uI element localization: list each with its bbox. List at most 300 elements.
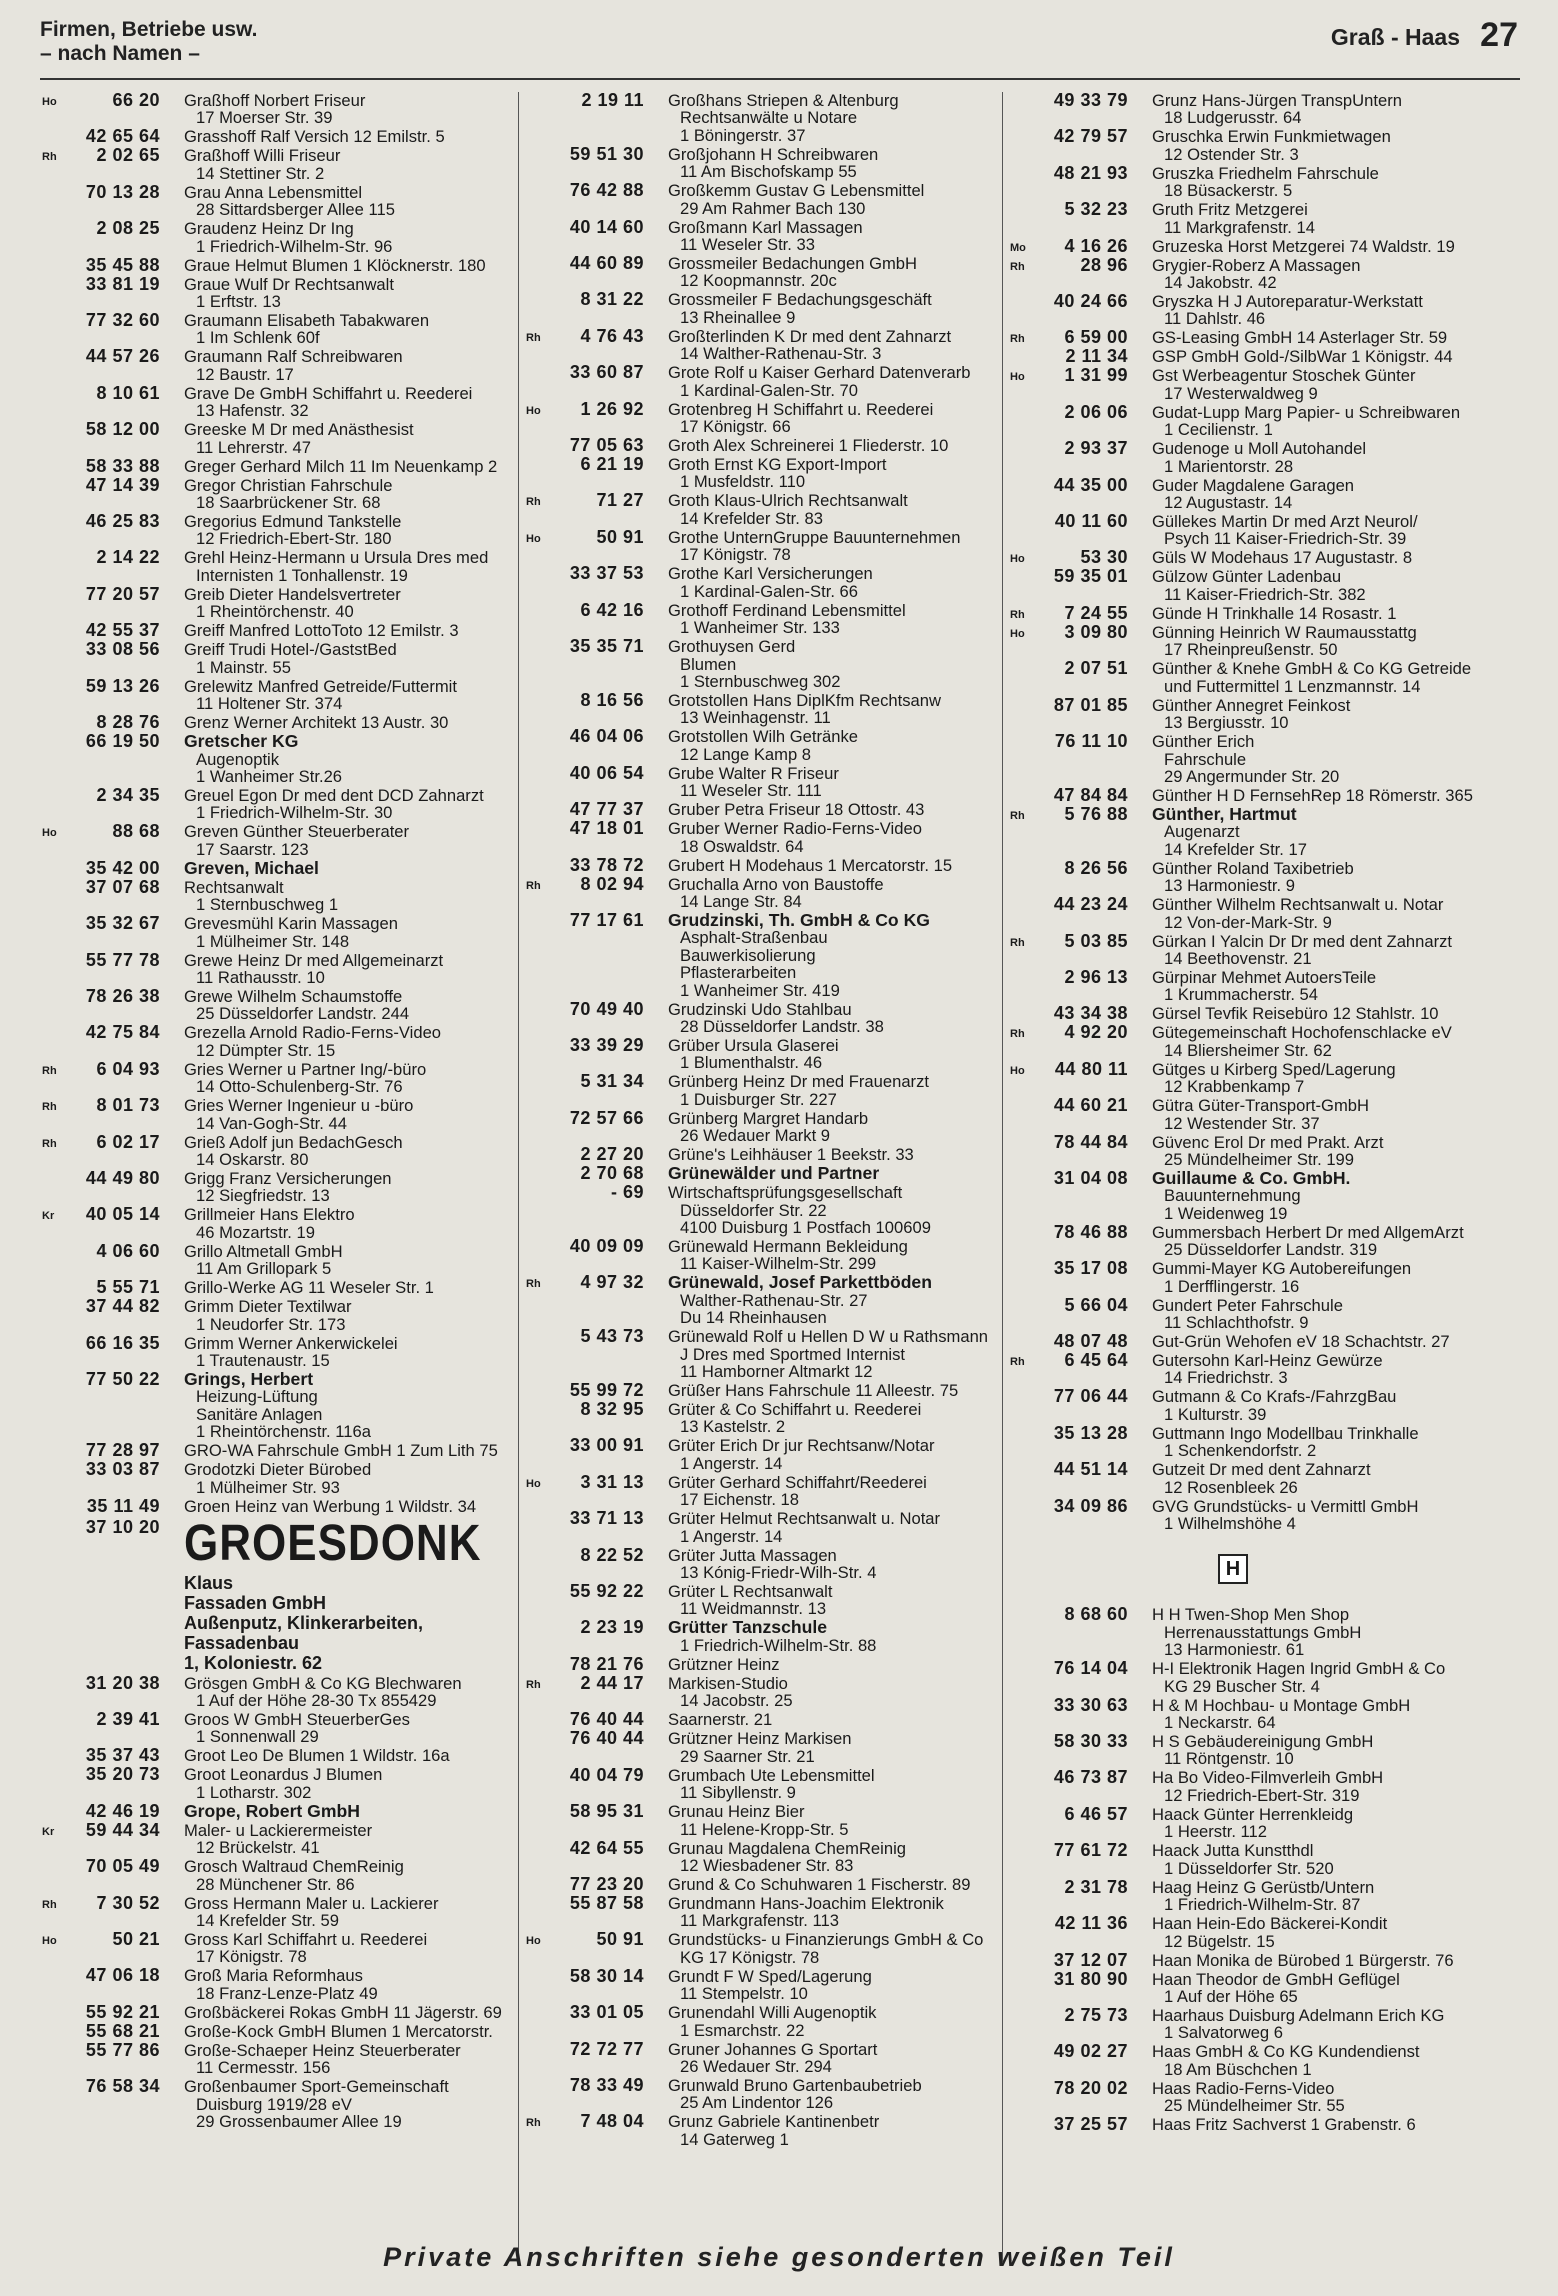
listing-address: 12 Dümpter Str. 15 bbox=[196, 1040, 336, 1060]
listing-entry bbox=[1010, 660, 1473, 695]
listing-entry bbox=[42, 1515, 505, 1674]
listing-address: 17 Moerser Str. 39 bbox=[196, 108, 333, 128]
phone-number: 76 40 44 bbox=[569, 1728, 644, 1749]
listing-address: 1 Friedrich-Wilhelm-Str. 88 bbox=[680, 1635, 877, 1655]
listing-entry bbox=[42, 857, 505, 878]
listing-name: Grützner Heinz bbox=[668, 1654, 780, 1674]
listing-address: Sanitäre Anlagen bbox=[196, 1404, 323, 1424]
listing-entry bbox=[1010, 930, 1473, 968]
listing-entry bbox=[526, 1965, 989, 2004]
listing-name: Gries Werner u Partner Ing/-büro bbox=[184, 1059, 427, 1079]
listing-entry bbox=[1010, 128, 1473, 163]
listing-entry bbox=[42, 733, 505, 785]
listing-address: 14 Krefelder Str. 17 bbox=[1164, 839, 1307, 859]
phone-number: 55 92 22 bbox=[569, 1581, 644, 1602]
page-number: 27 bbox=[1480, 16, 1518, 54]
phone-number: 35 45 88 bbox=[85, 254, 160, 275]
listing-address: 18 Franz-Lenze-Platz 49 bbox=[196, 1983, 378, 2003]
listing-name: Gütegemeinschaft Hochofenschlacke eV bbox=[1152, 1023, 1452, 1043]
listing-address: 13 Harmoniestr. 9 bbox=[1164, 876, 1295, 896]
phone-number: 77 06 44 bbox=[1053, 1386, 1128, 1407]
listing-address: 1 Kardinal-Galen-Str. 70 bbox=[680, 380, 859, 400]
phone-number: 70 05 49 bbox=[85, 1856, 160, 1877]
listing-address: 1 Trautenaustr. 15 bbox=[196, 1351, 330, 1370]
listing-entry bbox=[526, 437, 989, 454]
listing-entry bbox=[526, 1146, 989, 1163]
listing-name: GS-Leasing GmbH 14 Asterlager Str. 59 bbox=[1152, 328, 1448, 348]
listing-name: Grimm Werner Ankerwickelei bbox=[184, 1333, 398, 1353]
phone-number: 5 66 04 bbox=[1064, 1294, 1128, 1315]
listing-address: 14 Van-Gogh-Str. 44 bbox=[196, 1113, 347, 1133]
listing-name: Maler- u Lackierermeister bbox=[184, 1820, 373, 1840]
listing-name: Gürpinar Mehmet AutoersTeile bbox=[1152, 967, 1377, 987]
listing-name: Grotstollen Wilh Getränke bbox=[668, 727, 858, 747]
listing-name: Grüter Gerhard Schiffahrt/Reederei bbox=[668, 1472, 927, 1492]
header-line-1: Firmen, Betriebe usw. bbox=[40, 18, 258, 41]
listing-address: und Futtermittel 1 Lenzmannstr. 14 bbox=[1164, 676, 1421, 696]
phone-number: 5 55 71 bbox=[96, 1277, 160, 1298]
listing-name: Greven, Michael bbox=[184, 857, 319, 878]
district-code: Ho bbox=[1010, 553, 1025, 566]
directory-column-1 bbox=[42, 92, 505, 2132]
phone-number: 58 12 00 bbox=[85, 419, 160, 440]
listing-address: 1 Im Schlenk 60f bbox=[196, 328, 320, 348]
listing-name: Groth Alex Schreinerei 1 Fliederstr. 10 bbox=[668, 436, 949, 456]
listing-entry bbox=[1010, 966, 1473, 1005]
listing-entry bbox=[1010, 1352, 1473, 1387]
listing-entry bbox=[526, 801, 989, 818]
listing-entry bbox=[1010, 1461, 1473, 1496]
listing-name: Grubert H Modehaus 1 Mercatorstr. 15 bbox=[668, 855, 953, 875]
listing-entry bbox=[1010, 1769, 1473, 1804]
listing-address: 17 Eichenstr. 18 bbox=[680, 1490, 799, 1510]
listing-entry bbox=[42, 1800, 505, 1821]
listing-address: 11 Holtener Str. 374 bbox=[196, 694, 343, 714]
listing-address: 1 Mainstr. 55 bbox=[196, 657, 292, 677]
listing-name: Grehl Heinz-Hermann u Ursula Dres med bbox=[184, 548, 489, 568]
listing-entry bbox=[1010, 602, 1473, 623]
listing-name: Großmann Karl Massagen bbox=[668, 217, 863, 237]
listing-entry bbox=[42, 254, 505, 275]
phone-number: 42 79 57 bbox=[1053, 126, 1128, 147]
listing-name: Grothe Karl Versicherungen bbox=[668, 564, 873, 584]
listing-address: 1 Auf der Höhe 65 bbox=[1164, 1986, 1298, 2006]
listing-entry bbox=[42, 641, 505, 676]
phone-number: 76 42 88 bbox=[569, 180, 644, 201]
phone-number: 33 01 05 bbox=[569, 2002, 644, 2023]
listing-address: 1 Erftstr. 13 bbox=[196, 292, 281, 312]
listing-entry bbox=[526, 1073, 989, 1108]
phone-number: 49 33 79 bbox=[1053, 90, 1128, 110]
header-rule bbox=[40, 78, 1520, 80]
listing-address: 14 Lange Str. 84 bbox=[680, 891, 802, 911]
listing-entry bbox=[526, 216, 989, 255]
listing-entry bbox=[526, 1401, 989, 1436]
district-code: Ho bbox=[42, 827, 57, 840]
listing-address: Internisten 1 Tonhallenstr. 19 bbox=[196, 565, 408, 585]
listing-entry bbox=[526, 143, 989, 182]
listing-entry bbox=[1010, 293, 1473, 328]
phone-number: 8 10 61 bbox=[96, 382, 160, 403]
listing-address: 12 Ostender Str. 3 bbox=[1164, 144, 1299, 164]
listing-name: Grewe Heinz Dr med Allgemeinarzt bbox=[184, 950, 444, 970]
phone-number: 8 68 60 bbox=[1064, 1604, 1128, 1625]
listing-entry bbox=[1010, 254, 1473, 293]
listing-entry bbox=[42, 714, 505, 731]
listing-entry bbox=[1010, 1694, 1473, 1733]
phone-number: 55 68 21 bbox=[85, 2020, 160, 2041]
footer-note: Private Anschriften siehe gesonderten weißen Teil bbox=[383, 2242, 1175, 2272]
listing-address: Psych 11 Kaiser-Friedrich-Str. 39 bbox=[1164, 529, 1407, 549]
listing-address: 1 Neudorfer Str. 173 bbox=[196, 1314, 346, 1334]
listing-entry bbox=[42, 1495, 505, 1516]
listing-name: Grosch Waltraud ChemReinig bbox=[184, 1857, 404, 1877]
listing-address: 14 Stettiner Str. 2 bbox=[196, 163, 325, 183]
phone-number: 47 84 84 bbox=[1053, 784, 1128, 805]
listing-name: Güllekes Martin Dr med Arzt Neurol/ bbox=[1152, 512, 1418, 532]
listing-name: Haan Monika de Bürobed 1 Bürgerstr. 76 bbox=[1152, 1950, 1454, 1970]
listing-name: Grunz Gabriele Kantinenbetr bbox=[668, 2112, 880, 2132]
listing-entry bbox=[42, 474, 505, 513]
phone-number: 55 77 78 bbox=[85, 949, 160, 970]
phone-number: 66 16 35 bbox=[85, 1332, 160, 1353]
phone-number: 37 44 82 bbox=[85, 1296, 160, 1317]
listing-entry bbox=[526, 1764, 989, 1803]
phone-number: 46 04 06 bbox=[569, 726, 644, 747]
listing-name: Groß Maria Reformhaus bbox=[184, 1966, 363, 1986]
listing-address: KG 17 Königstr. 78 bbox=[680, 1947, 820, 1967]
listing-entry bbox=[42, 181, 505, 220]
phone-number: 2 96 13 bbox=[1064, 966, 1128, 987]
listing-entry bbox=[526, 728, 989, 763]
listing-address: 14 Walther-Rathenau-Str. 3 bbox=[680, 344, 882, 364]
listing-address: 17 Königstr. 78 bbox=[680, 545, 791, 565]
listing-entry bbox=[526, 1328, 989, 1380]
listing-name: Greiff Trudi Hotel-/GaststBed bbox=[184, 640, 397, 660]
listing-entry bbox=[526, 1931, 989, 1966]
listing-name: Greiff Manfred LottoToto 12 Emilstr. 3 bbox=[184, 621, 459, 641]
listing-address: 14 Gaterweg 1 bbox=[680, 2129, 789, 2149]
listing-entry bbox=[42, 1711, 505, 1746]
listing-entry bbox=[526, 182, 989, 217]
district-code: Ho bbox=[526, 532, 541, 545]
listing-entry bbox=[1010, 857, 1473, 896]
district-code: Rh bbox=[1010, 936, 1025, 949]
phone-number: 35 37 43 bbox=[85, 1745, 160, 1766]
listing-entry bbox=[526, 565, 989, 600]
listing-name: Greuel Egon Dr med dent DCD Zahnarzt bbox=[184, 785, 484, 805]
listing-address: 11 Markgrafenstr. 14 bbox=[1164, 217, 1315, 237]
phone-number: 8 02 94 bbox=[580, 873, 644, 894]
phone-number: 44 57 26 bbox=[85, 346, 160, 367]
phone-number: 31 80 90 bbox=[1053, 1968, 1128, 1989]
phone-number: 42 75 84 bbox=[85, 1022, 160, 1043]
district-code: Rh bbox=[526, 879, 541, 892]
listing-name: Guder Magdalene Garagen bbox=[1152, 475, 1355, 495]
listing-address: 11 Cermesstr. 156 bbox=[196, 2058, 331, 2078]
listing-name: Großterlinden K Dr med dent Zahnarzt bbox=[668, 326, 952, 346]
listing-entry bbox=[1010, 1005, 1473, 1022]
listing-name: Gross Karl Schiffahrt u. Reederei bbox=[184, 1930, 428, 1950]
listing-address: 18 Am Büschchen 1 bbox=[1164, 2059, 1312, 2079]
listing-entry bbox=[526, 873, 989, 911]
district-code: Ho bbox=[1010, 627, 1025, 640]
listing-address: 17 Westerwaldweg 9 bbox=[1164, 383, 1318, 403]
listing-entry bbox=[42, 1298, 505, 1333]
listing-entry bbox=[1010, 1842, 1473, 1877]
listing-entry bbox=[526, 1672, 989, 1711]
listing-name: Greib Dieter Handelsvertreter bbox=[184, 584, 401, 604]
listing-entry bbox=[1010, 348, 1473, 365]
phone-number: 8 16 56 bbox=[580, 689, 644, 710]
listing-address: 1 Esmarchstr. 22 bbox=[680, 2020, 805, 2040]
phone-number: 35 35 71 bbox=[569, 636, 644, 657]
listing-address: 17 Rheinpreußenstr. 50 bbox=[1164, 640, 1338, 660]
listing-entry bbox=[1010, 694, 1473, 733]
listing-address: 1 Angerstr. 14 bbox=[680, 1453, 783, 1473]
listing-address: J Dres med Sportmed Internist bbox=[680, 1344, 906, 1364]
district-code: Mo bbox=[1010, 241, 1026, 254]
listing-entry bbox=[526, 1653, 989, 1674]
listing-entry bbox=[42, 622, 505, 639]
listing-address: 1 Friedrich-Wilhelm-Str. 30 bbox=[196, 803, 393, 823]
listing-address: 1 Cecilienstr. 1 bbox=[1164, 420, 1273, 440]
phone-number: 78 20 02 bbox=[1053, 2077, 1128, 2098]
listing-address: 13 Harmoniestr. 61 bbox=[1164, 1640, 1305, 1660]
listing-entry bbox=[526, 2004, 989, 2039]
listing-name: Grudzinski, Th. GmbH & Co KG bbox=[668, 909, 930, 930]
listing-entry bbox=[42, 1206, 505, 1241]
listing-address: Du 14 Rheinhausen bbox=[680, 1308, 827, 1328]
listing-name: Grope, Robert GmbH bbox=[184, 1800, 360, 1821]
listing-name: GSP GmbH Gold-/SilbWar 1 Königstr. 44 bbox=[1152, 347, 1453, 367]
listing-entry bbox=[42, 2039, 505, 2078]
listing-address: 1 Marientorstr. 28 bbox=[1164, 456, 1294, 476]
phone-number: 43 34 38 bbox=[1053, 1003, 1128, 1024]
listing-name: Graßhoff Willi Friseur bbox=[184, 146, 341, 166]
listing-address: 11 Stempelstr. 10 bbox=[680, 1984, 808, 2004]
listing-entry bbox=[526, 1034, 989, 1073]
phone-number: 5 32 23 bbox=[1064, 199, 1128, 220]
listing-entry bbox=[42, 1332, 505, 1370]
advertisement-logo: GROESDONK bbox=[184, 1515, 482, 1572]
listing-address: 26 Wedauer Markt 9 bbox=[680, 1126, 831, 1146]
listing-entry bbox=[42, 876, 505, 915]
listing-name: Grünewald Rolf u Hellen D W u Rathsmann bbox=[668, 1327, 989, 1347]
listing-entry bbox=[526, 1510, 989, 1545]
listing-address: Rechtsanwälte u Notare bbox=[680, 108, 858, 128]
listing-name: Groth Klaus-Ulrich Rechtsanwalt bbox=[668, 491, 908, 511]
listing-name: Gundert Peter Fahrschule bbox=[1152, 1295, 1343, 1315]
phone-number: 72 72 77 bbox=[569, 2038, 644, 2059]
phone-number: 31 20 38 bbox=[85, 1672, 160, 1693]
phone-number: 8 22 52 bbox=[580, 1544, 644, 1565]
phone-number: 4 76 43 bbox=[580, 325, 644, 346]
phone-number: 35 11 49 bbox=[86, 1495, 160, 1516]
listing-name: Grudzinski Udo Stahlbau bbox=[668, 999, 852, 1019]
listing-address: 25 Düsseldorfer Landstr. 244 bbox=[196, 1004, 410, 1024]
phone-number: 76 14 04 bbox=[1053, 1658, 1128, 1679]
listing-name: Grünberg Margret Handarb bbox=[668, 1108, 869, 1128]
listing-entry bbox=[1010, 549, 1473, 566]
phone-number: 35 20 73 bbox=[85, 1764, 160, 1785]
phone-number: 8 31 22 bbox=[580, 289, 644, 310]
listing-address: 29 Grossenbaumer Allee 19 bbox=[196, 2112, 402, 2132]
listing-address: 18 Saarbrückener Str. 68 bbox=[196, 493, 381, 513]
phone-number: 33 30 63 bbox=[1053, 1694, 1128, 1715]
listing-address: 12 Koopmannstr. 20c bbox=[680, 271, 837, 291]
phone-number: 42 46 19 bbox=[85, 1800, 160, 1821]
listing-address: Fahrschule bbox=[1164, 749, 1247, 769]
listing-entry bbox=[526, 255, 989, 290]
listing-name: Günther, Hartmut bbox=[1152, 803, 1297, 824]
phone-number: 6 42 16 bbox=[580, 599, 644, 620]
listing-name: Großhans Striepen & Altenburg bbox=[668, 91, 899, 110]
listing-name: Grillmeier Hans Elektro bbox=[184, 1205, 355, 1225]
listing-name: Grossmeiler Bedachungen GmbH bbox=[668, 254, 918, 274]
phone-number: 2 19 11 bbox=[581, 90, 644, 110]
phone-number: 77 50 22 bbox=[85, 1369, 160, 1389]
listing-entry bbox=[1010, 568, 1473, 603]
listing-entry bbox=[42, 1461, 505, 1496]
column-divider bbox=[518, 92, 519, 2262]
listing-address: 12 Brückelstr. 41 bbox=[196, 1838, 320, 1858]
listing-name: Grüne's Leihhäuser 1 Beekstr. 33 bbox=[668, 1145, 914, 1165]
phone-number: 44 80 11 bbox=[1054, 1058, 1128, 1079]
phone-number: 71 27 bbox=[596, 490, 644, 511]
listing-name: Grüßer Hans Fahrschule 11 Alleestr. 75 bbox=[668, 1381, 959, 1401]
phone-number: 37 07 68 bbox=[85, 876, 160, 897]
listing-address: 1 Krummacherstr. 54 bbox=[1164, 985, 1319, 1005]
phone-number: 70 49 40 bbox=[569, 998, 644, 1019]
phone-number: 40 04 79 bbox=[569, 1764, 644, 1785]
listing-name: Grillo Altmetall GmbH bbox=[184, 1241, 343, 1261]
listing-name: Groen Heinz van Werbung 1 Wildstr. 34 bbox=[184, 1496, 477, 1516]
listing-entry bbox=[526, 1165, 989, 1182]
listing-address: 1 Salvatorweg 6 bbox=[1164, 2023, 1283, 2043]
listing-name: Gregor Christian Fahrschule bbox=[184, 475, 393, 495]
listing-address: 12 Baustr. 17 bbox=[196, 364, 294, 384]
listing-entry bbox=[526, 2038, 989, 2076]
listing-address: 1 Wilhelmshöhe 4 bbox=[1164, 1514, 1296, 1534]
listing-address: 11 Weidmannstr. 13 bbox=[680, 1599, 827, 1619]
listing-address: 17 Saarstr. 123 bbox=[196, 839, 309, 859]
listing-name: Große-Kock GmbH Blumen 1 Mercatorstr. bbox=[184, 2021, 493, 2041]
listing-name: Graudenz Heinz Dr Ing bbox=[184, 219, 354, 239]
phone-number: 77 61 72 bbox=[1053, 1840, 1128, 1861]
listing-address: 1 Rheintörchenstr. 40 bbox=[196, 602, 354, 622]
listing-address: 25 Am Lindentor 126 bbox=[680, 2093, 834, 2113]
phone-number: 7 30 52 bbox=[96, 1892, 160, 1913]
listing-address: 13 Kastelstr. 2 bbox=[680, 1417, 786, 1437]
listing-name: Grau Anna Lebensmittel bbox=[184, 182, 363, 202]
phone-number: 55 77 86 bbox=[85, 2039, 160, 2060]
phone-number: 35 32 67 bbox=[85, 913, 160, 934]
phone-number: 78 26 38 bbox=[85, 985, 160, 1006]
listing-name: Markisen-Studio bbox=[668, 1673, 788, 1693]
listing-entry bbox=[1010, 1803, 1473, 1842]
phone-number: 33 00 91 bbox=[569, 1435, 644, 1456]
listing-name: Grunz Hans-Jürgen TranspUntern bbox=[1152, 91, 1402, 110]
listing-entry bbox=[42, 128, 505, 145]
phone-number: 8 32 95 bbox=[580, 1399, 644, 1420]
listing-name: Grigg Franz Versicherungen bbox=[184, 1168, 392, 1188]
listing-name: Günther Annegret Feinkost bbox=[1152, 695, 1351, 715]
listing-entry bbox=[42, 675, 505, 714]
listing-name: Grünewälder und Partner bbox=[668, 1163, 880, 1184]
phone-number: 44 60 21 bbox=[1053, 1095, 1128, 1116]
listing-name: Gruber Werner Radio-Ferns-Video bbox=[668, 819, 922, 839]
listing-address: 13 Rheinallee 9 bbox=[680, 307, 796, 327]
listing-name: Graue Wulf Dr Rechtsanwalt bbox=[184, 274, 394, 294]
listing-name: Gregorius Edmund Tankstelle bbox=[184, 512, 402, 532]
phone-number: 50 91 bbox=[596, 1929, 644, 1950]
listing-entry bbox=[42, 949, 505, 987]
listing-entry bbox=[42, 1819, 505, 1858]
listing-name: Haarhaus Duisburg Adelmann Erich KG bbox=[1152, 2005, 1445, 2025]
district-code: Rh bbox=[42, 1101, 57, 1114]
listing-name: Grelewitz Manfred Getreide/Futtermit bbox=[184, 676, 457, 696]
listing-entry bbox=[1010, 440, 1473, 475]
listing-name: Graumann Ralf Schreibwaren bbox=[184, 347, 403, 367]
listing-name: H-I Elektronik Hagen Ingrid GmbH & Co bbox=[1152, 1659, 1446, 1679]
district-code: Ho bbox=[42, 96, 57, 108]
listing-name: Haas Fritz Sachverst 1 Grabenstr. 6 bbox=[1152, 2115, 1416, 2135]
phone-number: 8 01 73 bbox=[96, 1095, 160, 1116]
phone-number: 77 20 57 bbox=[85, 583, 160, 604]
phone-number: 77 23 20 bbox=[569, 1873, 644, 1894]
listing-name: Grüter & Co Schiffahrt u. Reederei bbox=[668, 1400, 922, 1420]
listing-entry bbox=[42, 823, 505, 858]
header-line-2: – nach Namen – bbox=[40, 42, 200, 65]
listing-entry bbox=[526, 909, 989, 1000]
listing-address: Herrenausstattungs GmbH bbox=[1164, 1622, 1362, 1642]
listing-address: 11 Am Grillopark 5 bbox=[196, 1259, 332, 1279]
listing-address: Bauwerkisolierung bbox=[680, 945, 816, 965]
listing-address: 13 Kónig-Friedr-Wilh-Str. 4 bbox=[680, 1563, 877, 1583]
listing-entry bbox=[1010, 1294, 1473, 1332]
listing-entry bbox=[526, 2074, 989, 2113]
listing-name: Gruschka Erwin Funkmietwagen bbox=[1152, 127, 1391, 147]
phone-number: 33 71 13 bbox=[569, 1508, 644, 1529]
phone-number: 35 13 28 bbox=[1053, 1422, 1128, 1443]
listing-name: Gutzeit Dr med dent Zahnarzt bbox=[1152, 1460, 1371, 1480]
listing-address: 1 Angerstr. 14 bbox=[680, 1526, 783, 1546]
listing-name: Grieß Adolf jun BedachGesch bbox=[184, 1132, 403, 1152]
listing-entry bbox=[526, 456, 989, 491]
listing-name: Rechtsanwalt bbox=[184, 877, 284, 897]
listing-entry bbox=[1010, 2004, 1473, 2043]
listing-name: Grumbach Ute Lebensmittel bbox=[668, 1765, 875, 1785]
listing-entry bbox=[1010, 329, 1473, 346]
listing-name: Gruszka Friedhelm Fahrschule bbox=[1152, 163, 1379, 183]
listing-entry bbox=[42, 1766, 505, 1801]
phone-number: 88 68 bbox=[112, 821, 160, 842]
listing-address: 13 Hafenstr. 32 bbox=[196, 401, 309, 421]
listing-address: 12 Augustastr. 14 bbox=[1164, 493, 1293, 513]
listing-entry bbox=[526, 820, 989, 855]
listing-name: Großbäckerei Rokas GmbH 11 Jägerstr. 69 bbox=[184, 2002, 502, 2022]
listing-address: 1 Heerstr. 112 bbox=[1164, 1822, 1267, 1842]
listing-address: 1 Friedrich-Wilhelm-Str. 96 bbox=[196, 236, 393, 256]
listing-name: Gummi-Mayer KG Autobereifungen bbox=[1152, 1259, 1412, 1279]
listing-name: Gryszka H J Autoreparatur-Werkstatt bbox=[1152, 292, 1423, 312]
phone-number: 55 99 72 bbox=[569, 1380, 644, 1401]
listing-entry bbox=[1010, 1131, 1473, 1169]
listing-address: 14 Jakobstr. 42 bbox=[1164, 273, 1277, 293]
listing-name: Graue Helmut Blumen 1 Klöcknerstr. 180 bbox=[184, 255, 486, 275]
phone-number: 44 35 00 bbox=[1053, 474, 1128, 495]
